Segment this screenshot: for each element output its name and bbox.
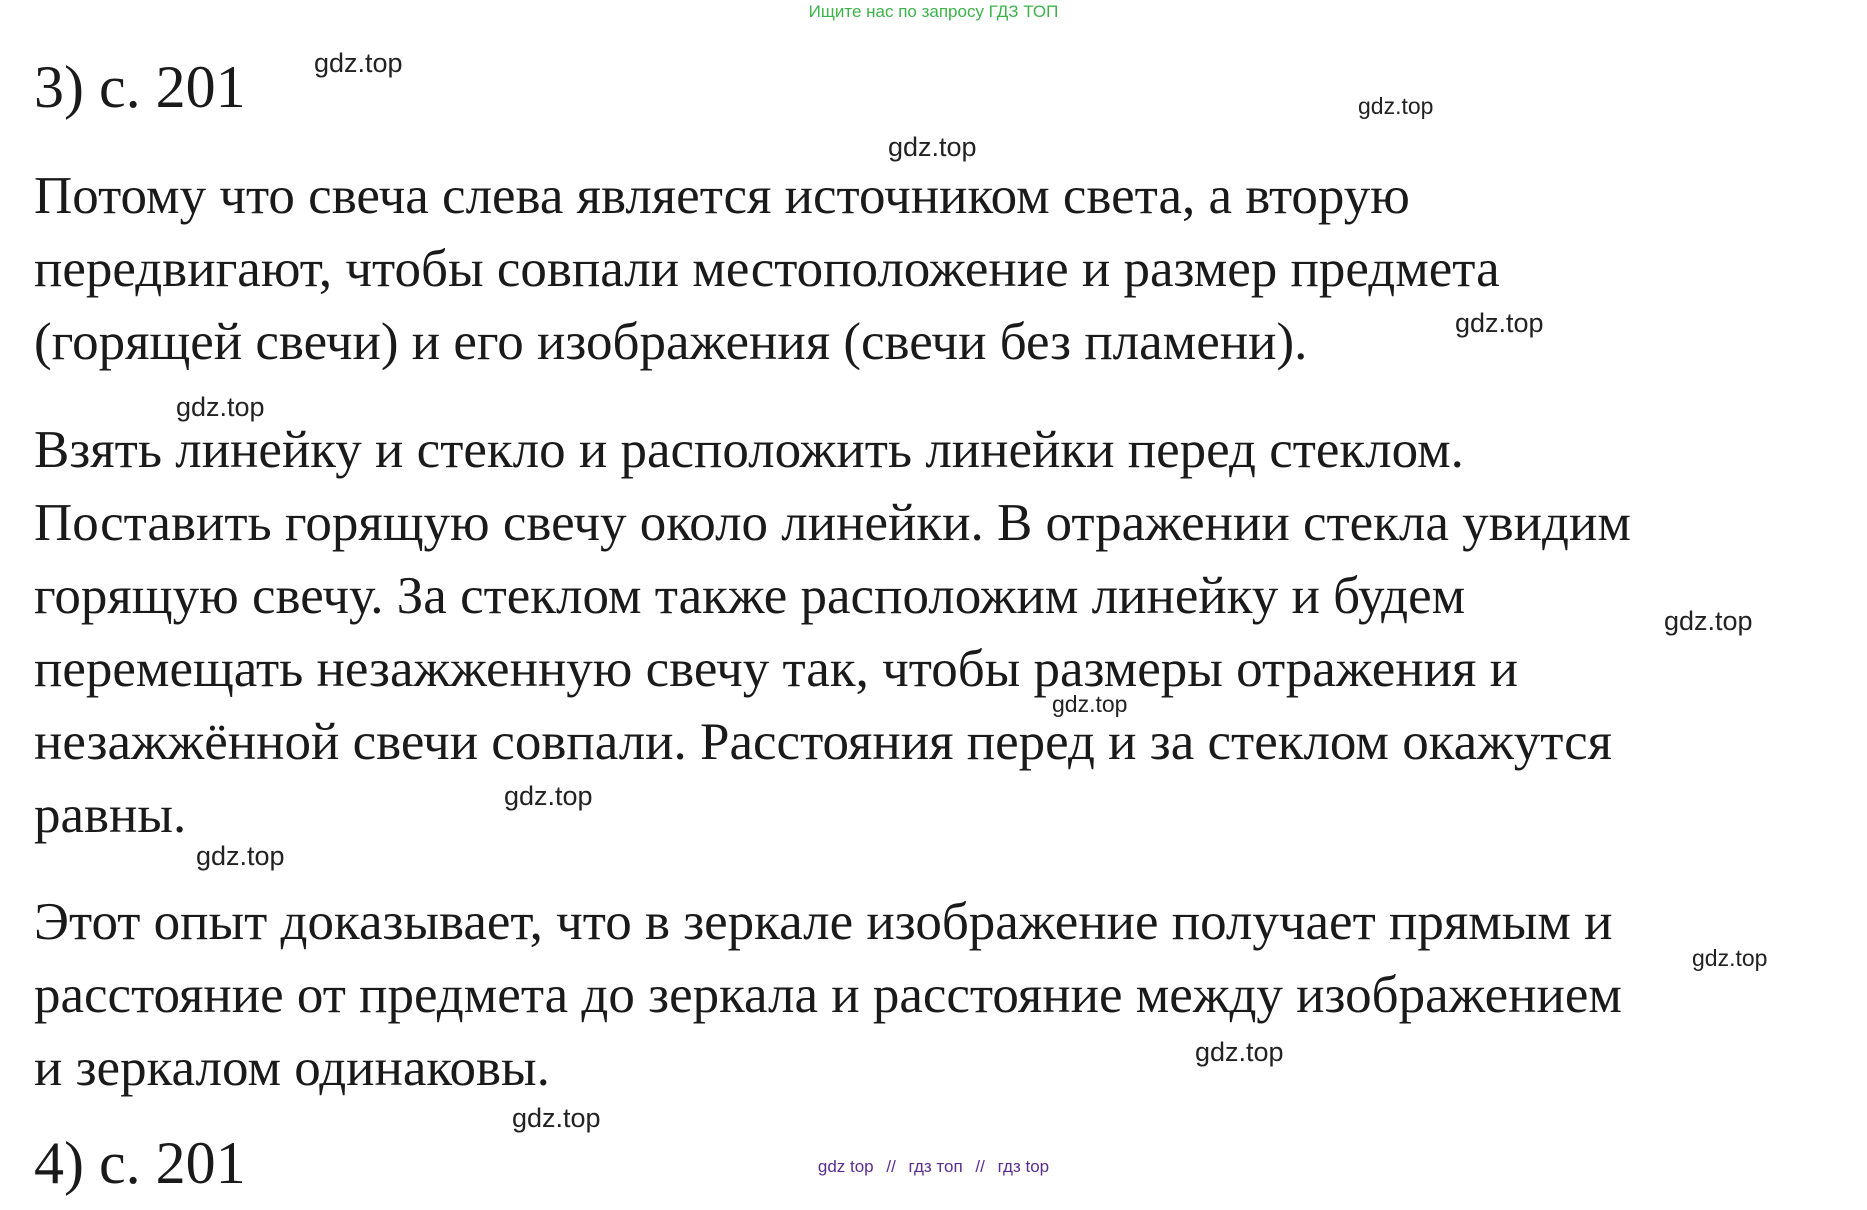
- top-banner: Ищите нас по запросу ГДЗ ТОП: [808, 2, 1059, 21]
- watermark: gdz.top: [888, 132, 977, 162]
- paragraph-line: Поставить горящую свечу около линейки. В отражении стекла увидим: [34, 494, 1631, 552]
- paragraph-line: равны.: [34, 786, 187, 844]
- task-heading: 3) с. 201: [34, 54, 246, 120]
- watermark: gdz.top: [504, 781, 593, 811]
- footer-link-gdz-top-mixed[interactable]: гдз top: [997, 1157, 1050, 1176]
- paragraph-line: и зеркалом одинаковы.: [34, 1039, 550, 1097]
- paragraph-line: Взять линейку и стекло и расположить линейки перед стеклом.: [34, 421, 1464, 479]
- footer-link-gdz-top[interactable]: gdz top: [817, 1157, 874, 1176]
- footer-link-gdz-top-cyrillic[interactable]: гдз топ: [908, 1157, 963, 1176]
- answer-paragraph-2: [34, 414, 1631, 852]
- paragraph-line: горящую свечу. За стеклом также расположим линейку и будем: [34, 567, 1466, 625]
- watermark: gdz.top: [1692, 945, 1768, 971]
- paragraph-line: передвигают, чтобы совпали местоположение и размер предмета: [34, 240, 1500, 298]
- footer-separator: //: [886, 1157, 896, 1176]
- watermark: gdz.top: [1052, 691, 1128, 717]
- paragraph-line: незажжённой свечи совпали. Расстояния перед и за стеклом окажутся: [34, 713, 1612, 771]
- watermark: gdz.top: [1455, 308, 1544, 338]
- paragraph-line: Этот опыт доказывает, что в зеркале изображение получает прямым и: [34, 893, 1613, 951]
- paragraph-line: расстояние от предмета до зеркала и расстояние между изображением: [34, 966, 1622, 1024]
- footer-separator: //: [975, 1157, 985, 1176]
- watermark: gdz.top: [1195, 1037, 1284, 1067]
- next-task-heading-text: 4) с. 201: [34, 1130, 246, 1196]
- watermark: gdz.top: [176, 392, 265, 422]
- watermark: gdz.top: [1664, 606, 1753, 636]
- answer-paragraph-3: [34, 886, 1622, 1105]
- paragraph-line: (горящей свечи) и его изображения (свечи без пламени).: [34, 313, 1308, 371]
- footer-links: [0, 1157, 1867, 1177]
- watermark: gdz.top: [512, 1103, 601, 1133]
- next-task-heading-cutoff: [34, 1130, 246, 1196]
- watermark: gdz.top: [314, 48, 403, 78]
- paragraph-line: перемещать незажженную свечу так, чтобы размеры отражения и: [34, 640, 1518, 698]
- watermark: gdz.top: [1358, 93, 1434, 119]
- answer-paragraph-1: [34, 160, 1500, 379]
- paragraph-line: Потому что свеча слева является источником света, а вторую: [34, 167, 1410, 225]
- watermark: gdz.top: [196, 841, 285, 871]
